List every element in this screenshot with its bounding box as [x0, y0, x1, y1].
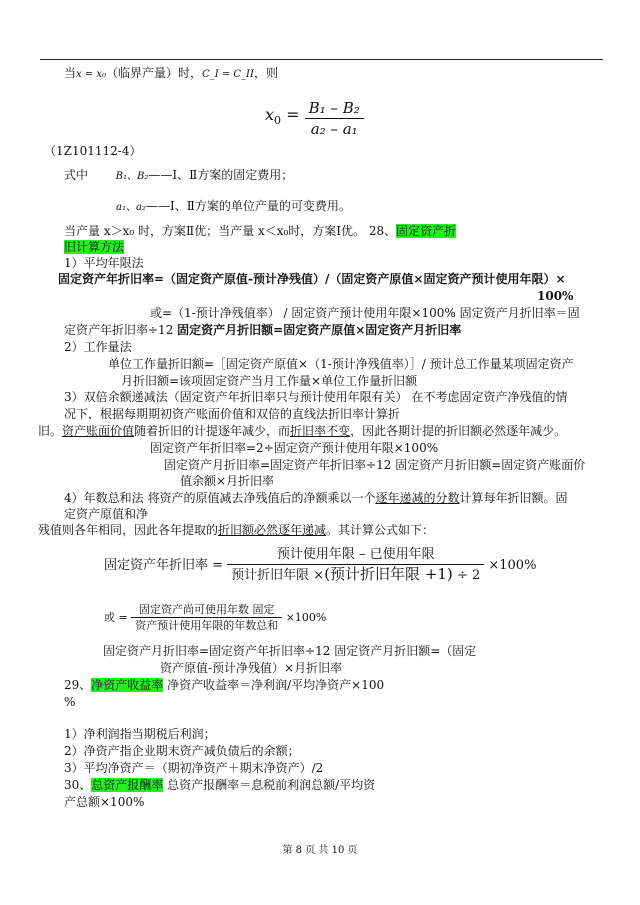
method-1-or: 或=（1-预计净残值率） / 固定资产预计使用年限×100% 固定资产月折旧率＝固 [150, 306, 580, 320]
item-30: 30、总资产报酬率 总资产报酬率＝息税前利润总额/平均资 [64, 778, 376, 792]
item-29-pct: % [64, 695, 76, 709]
formula-code: （1Z101112-4） [44, 144, 142, 158]
sum-of-years-formula-alt: 或 = $\frac{\text{固定资产尚可使用年数 固定}}{\text{资产预计使用年限的年数总和}}$ ×100% [104, 603, 327, 632]
sum-of-years-formula: 固定资产年折旧率 = $\frac{\text{预计使用年限 – 已使用年限}}{\text{预计折旧年限 ×(预计折旧年限 +1) ÷ 2}}$ ×100% [104, 547, 537, 583]
method-4-line1: 4）年数总和法 将资产的原值减去净残值后的净额乘以一个逐年递减的分数计算每年折旧额。固 [64, 491, 568, 505]
breakeven-formula: $x_0$ = $\frac{\text{B₁ – B₂}}{\text{a₂ – a₁}}$ [265, 99, 364, 138]
method-3-formula3: 值余额×月折旧率 [180, 474, 275, 488]
method-1-title: 1）平均年限法 [64, 256, 144, 270]
method-4-line2: 定资产原值和净 [64, 507, 149, 521]
header-rule [40, 59, 603, 60]
item-30-term: 总资产报酬率 [91, 778, 164, 792]
method-3-line1: 3）双倍余额递减法（固定资产年折旧率只与预计使用年限有关） 在不考虑固定资产净残值的情 [64, 390, 568, 404]
method-3-formula1: 固定资产年折旧率=2÷固定资产预计使用年限×100% [150, 441, 439, 455]
method-3-formula2: 固定资产月折旧率=固定资产年折旧率÷12 固定资产月折旧额=固定资产账面价 [164, 458, 586, 472]
condition-line: 当x = x₀（临界产量）时，C_I = C_II，则 [64, 66, 278, 80]
heading-28-term: 固定资产折 [396, 224, 457, 238]
where-b: 式中 B₁、B₂——Ⅰ、Ⅱ方案的固定费用； [64, 168, 294, 182]
method-4-formula1: 固定资产月折旧率=固定资产年折旧率÷12 固定资产月折旧额=（固定 [103, 644, 477, 658]
method-2-line2: 月折旧额=该项固定资产当月工作量×单位工作量折旧额 [121, 374, 418, 388]
page-footer: 第 8 页 共 10 页 [282, 845, 358, 856]
method-3-line3: 旧。资产账面价值随着折旧的计提逐年减少，而折旧率不变，因此各期计提的折旧额必然逐年减少。 [38, 424, 567, 438]
item-29-note2: 2）净资产指企业期末资产减负债后的余额； [64, 744, 300, 758]
method-4-line3: 残值则各年相同，因此各年提取的折旧额必然逐年递减。其计算公式如下： [38, 523, 435, 537]
method-2-title: 2）工作量法 [64, 340, 132, 354]
method-2-line1: 单位工作量折旧额=［固定资产原值×（1-预计净残值率）］/ 预计总工作量某项固定资产 [108, 357, 574, 371]
item-29-note3: 3）平均净资产＝（期初净资产＋期末净资产）/2 [64, 761, 324, 775]
where-a: a₁、a₂——Ⅰ、Ⅱ方案的单位产量的可变费用。 [116, 199, 351, 213]
method-4-formula2: 资产原值-预计净残值）×月折旧率 [160, 661, 343, 675]
item-30-line2: 产总额×100% [64, 795, 145, 809]
method-3-line2: 况下，根据每期期初资产账面价值和双倍的直线法折旧率计算折 [64, 407, 401, 421]
method-1-formula: 固定资产年折旧率=（固定资产原值-预计净残值）/（固定资产原值×固定资产预计使用年限）× [58, 272, 566, 286]
method-1-line3: 定资产年折旧率÷12 固定资产月折旧额=固定资产原值×固定资产月折旧率 [64, 323, 462, 337]
compare-line: 当产量 x＞x₀ 时，方案Ⅱ优；当产量 x＜x₀时，方案Ⅰ优。 28、固定资产折 [64, 224, 457, 238]
item-29-term: 净资产收益率 [91, 678, 164, 692]
method-1-pct: 100% [537, 289, 574, 303]
item-29: 29、净资产收益率 净资产收益率＝净利润/平均净资产×100 [64, 678, 385, 692]
heading-28-term-cont: 旧计算方法 [64, 240, 125, 254]
item-29-note1: 1）净利润指当期税后利润； [64, 727, 216, 741]
